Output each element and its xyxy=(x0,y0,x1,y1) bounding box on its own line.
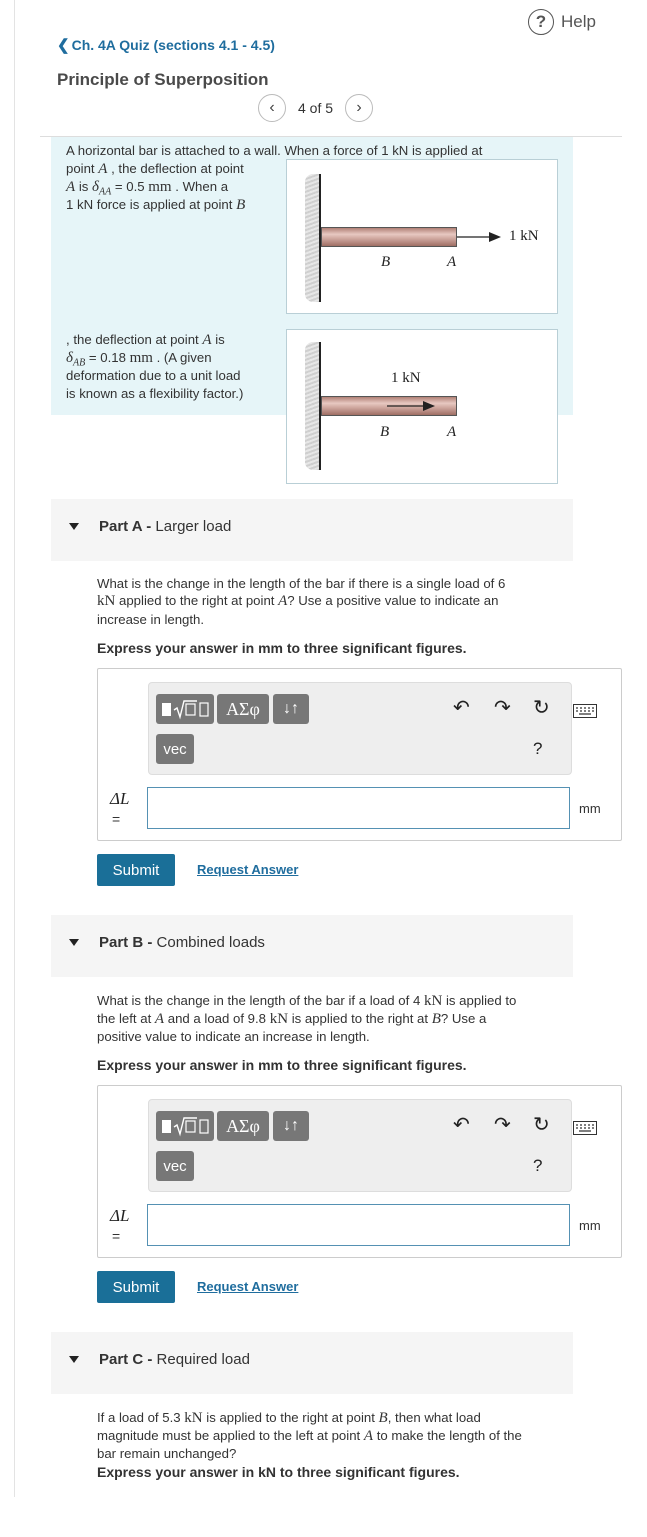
label-b: B xyxy=(381,254,391,270)
part-c-express-clip xyxy=(97,1464,577,1480)
part-label: Part A - xyxy=(99,518,156,535)
help-label: Help xyxy=(561,12,596,31)
part-b-answer-box xyxy=(97,1085,622,1258)
text: , then what load xyxy=(387,1410,481,1425)
force-arrow-icon xyxy=(457,230,503,244)
var-a: A xyxy=(66,179,76,195)
subscript: AB xyxy=(72,357,86,369)
figure-2 xyxy=(286,329,558,484)
wall xyxy=(305,342,319,470)
help-button[interactable]: ? xyxy=(533,1156,543,1175)
text: 1 kN force is applied at point xyxy=(66,197,237,212)
var-b: B xyxy=(236,197,246,213)
help-link[interactable] xyxy=(528,9,596,35)
subscript: AA xyxy=(99,186,112,198)
var-a: A xyxy=(278,593,288,609)
text: the left at xyxy=(97,1011,155,1026)
part-b-express: Express your answer in mm to three significant figures. xyxy=(97,1057,467,1073)
bar xyxy=(321,227,457,247)
text: is applied to the right at xyxy=(288,1011,432,1026)
label-a: A xyxy=(447,424,457,440)
caret-down-icon xyxy=(69,523,79,530)
text: , the deflection at point xyxy=(107,161,244,176)
part-b-header[interactable] xyxy=(51,915,573,977)
part-a-question-3: increase in length. xyxy=(97,612,205,627)
chevron-left-icon: ❮ xyxy=(57,37,70,54)
problem-line-5 xyxy=(66,331,225,349)
figure-1 xyxy=(286,159,558,314)
back-link[interactable] xyxy=(57,36,275,54)
sqrt-template-icon xyxy=(160,1115,210,1137)
text: What is the change in the length of the bar if a load of 4 xyxy=(97,993,424,1008)
problem-line-7: deformation due to a unit load xyxy=(66,368,241,383)
problem-line-8: is known as a flexibility factor.) xyxy=(66,386,244,401)
wall xyxy=(305,174,319,302)
templates-button[interactable] xyxy=(156,694,214,724)
part-b-question-3: positive value to indicate an increase in length. xyxy=(97,1029,370,1044)
text: is xyxy=(211,332,225,347)
math-toolbar xyxy=(148,682,572,775)
submit-button[interactable]: Submit xyxy=(97,1271,175,1303)
text: = 0.5 xyxy=(111,179,149,194)
text: is xyxy=(75,179,93,194)
reset-icon[interactable]: ↻ xyxy=(533,697,550,719)
answer-input[interactable] xyxy=(147,1204,570,1246)
part-a-express: Express your answer in mm to three significant figures. xyxy=(97,640,467,656)
text: ? Use a xyxy=(440,1011,487,1026)
help-icon: ? xyxy=(528,9,554,35)
part-b-question-1 xyxy=(97,992,577,1010)
sort-arrows-icon[interactable]: ↓↑ xyxy=(273,1111,309,1141)
left-border xyxy=(14,0,15,1497)
problem-line-2 xyxy=(66,160,244,178)
caret-down-icon xyxy=(69,1356,79,1363)
vec-button[interactable]: vec xyxy=(156,1151,194,1181)
text: is applied to the right at point xyxy=(202,1410,379,1425)
force-arrow-icon xyxy=(387,399,439,413)
next-button[interactable] xyxy=(345,94,373,122)
vec-button[interactable]: vec xyxy=(156,734,194,764)
chevron-left-icon: ‹ xyxy=(269,99,275,116)
text: point xyxy=(66,161,99,176)
text: is applied to xyxy=(442,993,517,1008)
answer-unit: mm xyxy=(579,1218,601,1233)
unit: kN xyxy=(184,1410,203,1426)
redo-icon[interactable]: ↷ xyxy=(494,697,511,719)
page-title: Principle of Superposition xyxy=(57,70,269,89)
problem-line-1: A horizontal bar is attached to a wall. When a force of 1 kN is applied at xyxy=(66,143,483,158)
pager-text: 4 of 5 xyxy=(298,100,334,116)
part-c-express: Express your answer in kN to three significant figures. xyxy=(97,1464,460,1480)
answer-unit: mm xyxy=(579,801,601,816)
var-a: A xyxy=(98,161,108,177)
part-name: Required load xyxy=(156,1351,250,1368)
reset-icon[interactable]: ↻ xyxy=(533,1114,550,1136)
text: magnitude must be applied to the left at point xyxy=(97,1428,364,1443)
templates-button[interactable] xyxy=(156,1111,214,1141)
equals-sign: = xyxy=(112,811,121,827)
greek-button[interactable]: ΑΣφ xyxy=(217,1111,269,1141)
text: ? Use a positive value to indicate an xyxy=(287,593,499,608)
unit: kN xyxy=(97,593,116,609)
text: and a load of 9.8 xyxy=(164,1011,270,1026)
part-c-question-2 xyxy=(97,1427,577,1445)
force-label: 1 kN xyxy=(509,228,539,244)
var-b: B xyxy=(378,1410,388,1426)
submit-button[interactable]: Submit xyxy=(97,854,175,886)
sqrt-template-icon xyxy=(160,698,210,720)
undo-icon[interactable]: ↶ xyxy=(453,1114,470,1136)
part-c-question-1 xyxy=(97,1409,577,1427)
text: If a load of 5.3 xyxy=(97,1410,185,1425)
text: . When a xyxy=(171,179,229,194)
text: , the deflection at point xyxy=(66,332,203,347)
back-label: Ch. 4A Quiz (sections 4.1 - 4.5) xyxy=(71,37,275,53)
part-c-header[interactable] xyxy=(51,1332,573,1394)
label-a: A xyxy=(447,254,457,270)
unit: kN xyxy=(269,1011,289,1027)
part-label: Part B - xyxy=(99,934,157,951)
part-name: Combined loads xyxy=(156,934,265,951)
undo-icon[interactable]: ↶ xyxy=(453,697,470,719)
part-b-title xyxy=(99,934,265,951)
text: . (A given xyxy=(152,350,212,365)
pager xyxy=(258,94,373,122)
chevron-right-icon: › xyxy=(356,99,362,116)
keyboard-icon[interactable] xyxy=(573,1121,597,1135)
part-a-answer-box xyxy=(97,668,622,841)
var-b: B xyxy=(431,1011,441,1027)
greek-button[interactable]: ΑΣφ xyxy=(217,694,269,724)
unit: mm xyxy=(129,350,153,366)
part-a-question-2 xyxy=(97,592,577,610)
prev-button[interactable] xyxy=(258,94,286,122)
text: to make the length of the xyxy=(373,1428,522,1443)
part-b-question-2 xyxy=(97,1010,577,1028)
part-a-header[interactable] xyxy=(51,499,573,561)
label-b: B xyxy=(380,424,390,440)
delta: δ xyxy=(92,179,100,195)
text: = 0.18 xyxy=(85,350,130,365)
keyboard-icon[interactable] xyxy=(573,704,597,718)
part-label: Part C - xyxy=(99,1351,157,1368)
caret-down-icon xyxy=(69,939,79,946)
answer-label: ΔL xyxy=(110,1206,130,1225)
var-a: A xyxy=(202,332,212,348)
help-button[interactable]: ? xyxy=(533,739,543,758)
sort-arrows-icon[interactable]: ↓↑ xyxy=(273,694,309,724)
var-a: A xyxy=(154,1011,165,1027)
part-a-question-1: What is the change in the length of the bar if there is a single load of 6 xyxy=(97,576,506,591)
part-name: Larger load xyxy=(155,518,232,535)
math-toolbar xyxy=(148,1099,572,1192)
part-a-title xyxy=(99,518,231,535)
force-label: 1 kN xyxy=(391,370,421,386)
delta: δ xyxy=(66,350,73,366)
text: applied to the right at point xyxy=(115,593,279,608)
part-c-question-3: bar remain unchanged? xyxy=(97,1446,237,1461)
request-answer-link[interactable]: Request Answer xyxy=(197,862,299,877)
unit: kN xyxy=(423,993,443,1009)
problem-line-4 xyxy=(66,196,245,214)
part-c-title xyxy=(99,1351,250,1368)
redo-icon[interactable]: ↷ xyxy=(494,1114,511,1136)
equals-sign: = xyxy=(112,1228,121,1244)
answer-label: ΔL xyxy=(110,789,130,808)
request-answer-link[interactable]: Request Answer xyxy=(197,1279,299,1294)
unit: mm xyxy=(148,179,172,195)
var-a: A xyxy=(363,1428,374,1444)
answer-input[interactable] xyxy=(147,787,570,829)
